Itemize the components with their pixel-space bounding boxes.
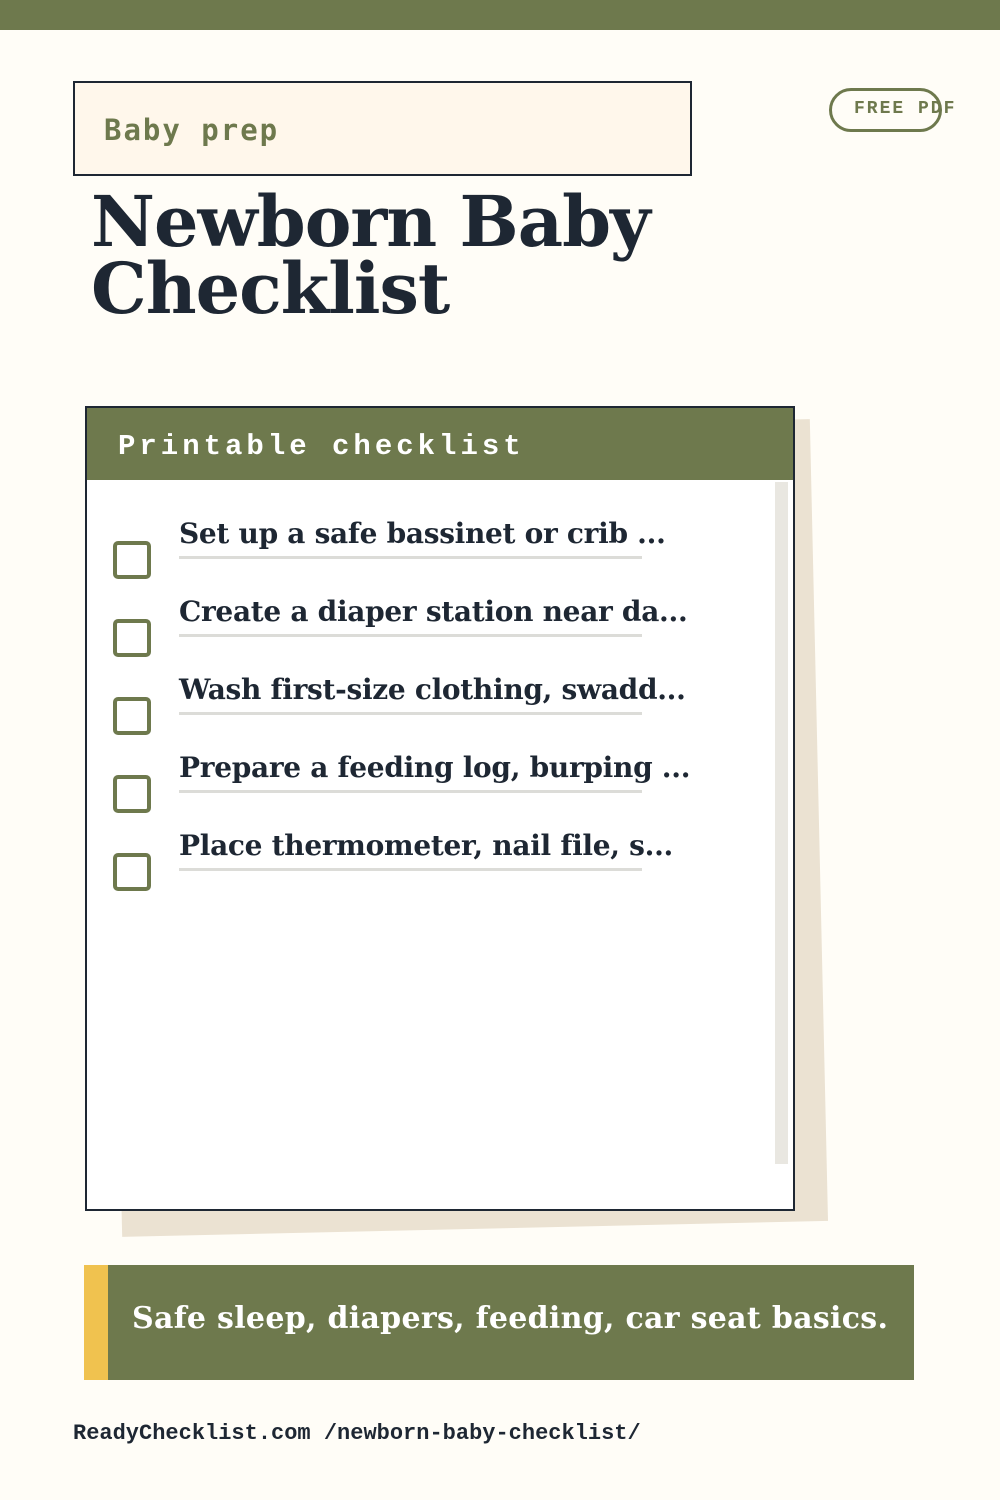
kicker-label: Baby prep: [104, 113, 280, 147]
page-title: [91, 180, 731, 330]
checklist-item-label: Set up a safe bassinet or crib ...: [179, 517, 666, 550]
item-underline: [179, 634, 642, 637]
item-underline: [179, 790, 642, 793]
checklist-item-label: Place thermometer, nail file, s...: [179, 829, 673, 862]
checkbox[interactable]: [113, 853, 151, 891]
scrollbar-track[interactable]: [775, 482, 788, 1164]
item-underline: [179, 712, 642, 715]
summary-banner: [84, 1265, 914, 1380]
page-title-line-1: Newborn Baby: [91, 180, 650, 263]
checklist-item-label: Prepare a feeding log, burping ...: [179, 751, 691, 784]
item-underline: [179, 556, 642, 559]
page-title-line-2: Checklist: [91, 247, 450, 330]
checklist-card-title: Printable checklist: [118, 430, 525, 463]
checklist-item: [113, 517, 753, 601]
checklist-item: [113, 829, 753, 913]
checkbox[interactable]: [113, 619, 151, 657]
checklist-item: [113, 595, 753, 679]
banner-accent-stripe: [84, 1265, 108, 1380]
checklist-card-header: [87, 408, 793, 480]
checkbox[interactable]: [113, 541, 151, 579]
checklist-card: [85, 406, 795, 1211]
item-underline: [179, 868, 642, 871]
top-accent-bar: [0, 0, 1000, 30]
checklist-item: [113, 673, 753, 757]
checkbox[interactable]: [113, 697, 151, 735]
footer-url[interactable]: ReadyChecklist.com /newborn-baby-checklist/: [73, 1421, 641, 1446]
checklist-item-label: Create a diaper station near da...: [179, 595, 688, 628]
summary-banner-text: Safe sleep, diapers, feeding, car seat basics.: [132, 1301, 889, 1336]
kicker-label-box: [73, 81, 692, 176]
checkbox[interactable]: [113, 775, 151, 813]
free-pdf-badge-label: FREE PDF: [854, 99, 957, 119]
checklist-item-label: Wash first-size clothing, swadd...: [179, 673, 686, 706]
checklist-item: [113, 751, 753, 835]
